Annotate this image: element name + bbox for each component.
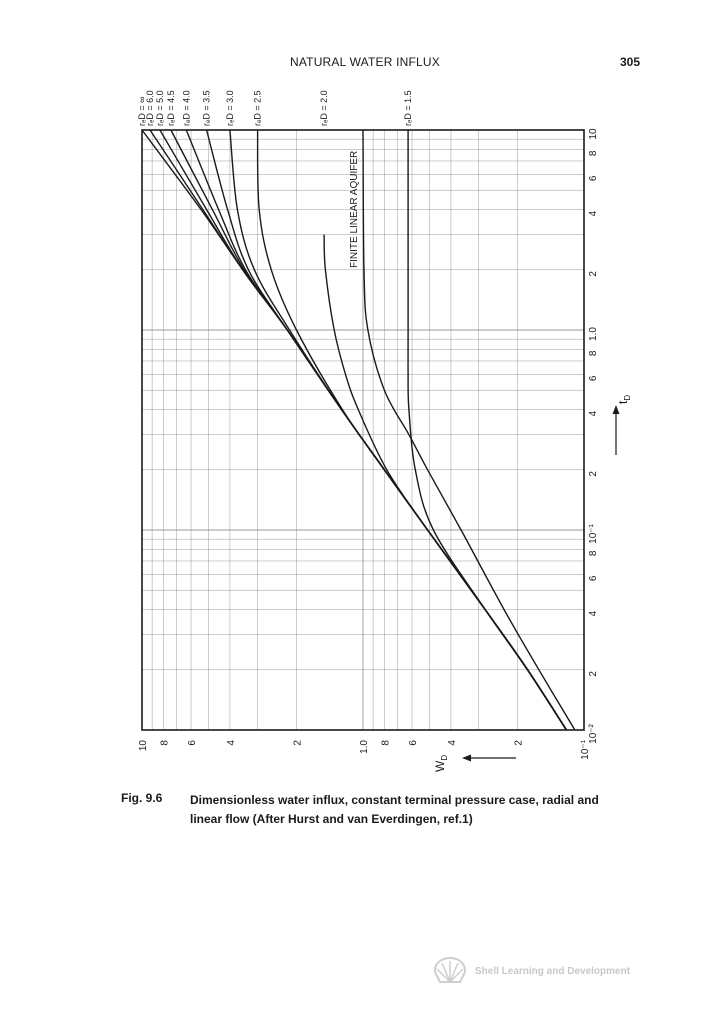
curve-label: rₑD = 3.0 <box>224 90 235 126</box>
curve-label: rₑD = 4.0 <box>181 90 192 126</box>
curve-label: rₑD = 5.0 <box>154 90 165 126</box>
y-tick-label: 2 <box>292 740 304 746</box>
y-tick-label: 4 <box>446 740 458 746</box>
td-axis-indicator <box>613 395 633 455</box>
footer-brand: Shell Learning and Development <box>475 966 631 977</box>
page-number: 305 <box>619 55 640 69</box>
x-tick-label: 6 <box>588 575 599 582</box>
x-tick-label: 1.0 <box>588 327 599 341</box>
y-tick-label: 4 <box>225 740 237 746</box>
y-tick-label: 8 <box>380 740 392 746</box>
x-tick-label: 10⁻¹ <box>588 524 599 544</box>
wd-axis-indicator <box>433 755 516 773</box>
series-line <box>363 130 575 730</box>
finite-linear-aquifer-label: FINITE LINEAR AQUIFER <box>349 150 360 268</box>
x-tick-label: 4 <box>588 610 599 617</box>
y-tick-label: 8 <box>159 740 171 746</box>
td-arrow-head <box>613 405 620 414</box>
x-tick-label: 6 <box>588 375 599 382</box>
x-tick-label: 6 <box>588 175 599 182</box>
series-line <box>230 130 567 730</box>
y-tick-label: 10 <box>138 740 149 752</box>
x-tick-labels <box>588 128 599 744</box>
curve-label: rₑD = 4.5 <box>165 90 176 126</box>
series-line <box>186 130 566 730</box>
x-tick-label: 4 <box>588 410 599 417</box>
curve-label: rₑD = ∞ <box>137 96 147 126</box>
shell-pecten-icon <box>432 956 468 984</box>
y-tick-label: 10⁻¹ <box>580 740 591 760</box>
y-tick-label: 2 <box>513 740 525 746</box>
curve-label: rₑD = 6.0 <box>145 90 155 126</box>
td-axis-subscript: D <box>623 394 632 401</box>
curve-label: rₑD = 1.5 <box>403 90 414 126</box>
figure-label: Fig. 9.6 <box>121 791 163 805</box>
y-tick-label: 1.0 <box>359 740 370 754</box>
x-tick-label: 2 <box>588 671 599 677</box>
x-tick-label: 8 <box>588 150 599 157</box>
curve-label: rₑD = 2.5 <box>252 90 263 126</box>
figure-caption: Dimensionless water influx, constant terminal pressure case, radial and linear flow (After Hurst and van Everdingen, ref.1) <box>190 793 599 826</box>
shell-logo <box>432 956 468 989</box>
y-tick-label: 6 <box>408 740 419 746</box>
x-tick-label: 2 <box>588 471 599 477</box>
y-tick-label: 6 <box>187 740 198 746</box>
x-tick-label: 8 <box>588 350 599 357</box>
y-tick-labels <box>138 739 591 759</box>
wd-axis-label: $W_D$ <box>433 754 449 772</box>
page-header-title: NATURAL WATER INFLUX <box>289 55 440 69</box>
x-tick-label: 2 <box>588 271 599 277</box>
wd-axis-subscript: D <box>440 754 449 761</box>
curve-label: rₑD = 2.0 <box>319 90 330 126</box>
x-tick-label: 8 <box>588 550 599 557</box>
x-tick-label: 10⁻² <box>588 724 599 744</box>
wd-arrow-head <box>462 755 471 762</box>
curve-labels <box>137 90 413 126</box>
x-tick-label: 10 <box>588 128 599 140</box>
td-axis-label: $t_D$ <box>616 394 632 404</box>
series-line <box>408 130 566 730</box>
curve-label: rₑD = 3.5 <box>201 90 212 126</box>
x-tick-label: 4 <box>588 210 599 217</box>
